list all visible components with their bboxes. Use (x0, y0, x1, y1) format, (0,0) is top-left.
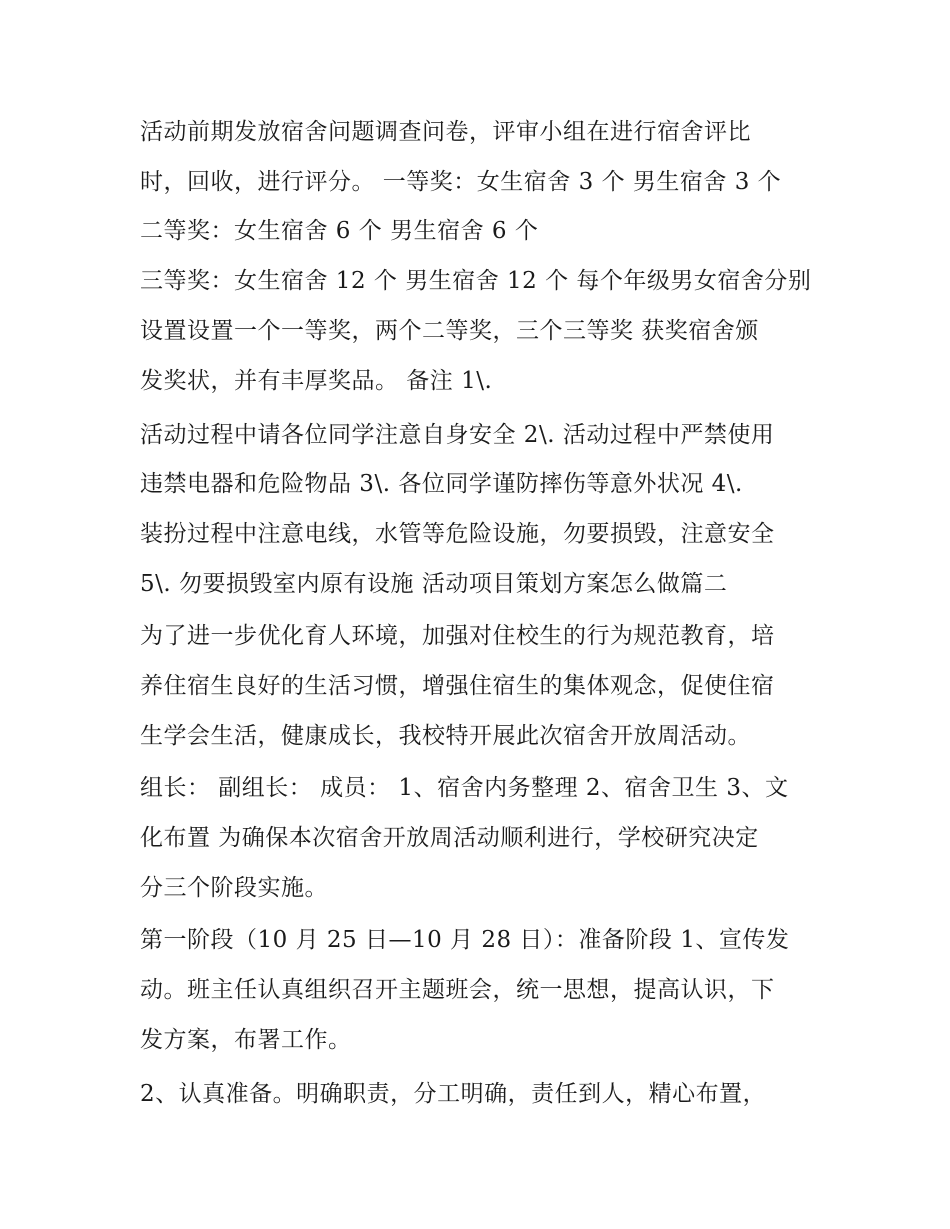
text-line: 发奖状，并有丰厚奖品。 备注 1\. (140, 368, 493, 394)
text-line: 分三个阶段实施。 (140, 875, 328, 901)
text-line: 活动前期发放宿舍问题调查问卷，评审小组在进行宿舍评比 (140, 119, 751, 145)
text-line: 发方案，布署工作。 (140, 1027, 352, 1053)
text-line: 5\. 勿要损毁室内原有设施 活动项目策划方案怎么做篇二 (140, 571, 728, 597)
text-line: 设置设置一个一等奖，两个二等奖，三个三等奖 获奖宿舍颁 (140, 318, 759, 344)
text-line: 为了进一步优化育人环境，加强对住校生的行为规范教育，培 (140, 623, 775, 649)
text-line: 第一阶段（10 月 25 日—10 月 28 日）：准备阶段 1、宣传发 (140, 927, 790, 953)
text-line: 养住宿生良好的生活习惯，增强住宿生的集体观念，促使住宿 (140, 673, 775, 699)
text-line: 化布置 为确保本次宿舍开放周活动顺利进行，学校研究决定 (140, 825, 759, 851)
text-line: 2、认真准备。明确职责，分工明确，责任到人，精心布置， (140, 1081, 767, 1107)
text-line: 时，回收，进行评分。 一等奖：女生宿舍 3 个 男生宿舍 3 个 (140, 169, 782, 195)
text-line: 生学会生活，健康成长，我校特开展此次宿舍开放周活动。 (140, 723, 751, 749)
text-line: 动。班主任认真组织召开主题班会，统一思想，提高认识，下 (140, 977, 775, 1003)
text-line: 活动过程中请各位同学注意自身安全 2\. 活动过程中严禁使用 (140, 422, 775, 448)
text-line: 二等奖：女生宿舍 6 个 男生宿舍 6 个 (140, 218, 539, 244)
text-line: 组长： 副组长： 成员： 1、宿舍内务整理 2、宿舍卫生 3、文 (140, 775, 789, 801)
text-line: 装扮过程中注意电线，水管等危险设施，勿要损毁，注意安全 (140, 521, 775, 547)
text-line: 三等奖：女生宿舍 12 个 男生宿舍 12 个 每个年级男女宿舍分别 (140, 268, 812, 294)
text-line: 违禁电器和危险物品 3\. 各位同学谨防摔伤等意外状况 4\. (140, 471, 743, 497)
